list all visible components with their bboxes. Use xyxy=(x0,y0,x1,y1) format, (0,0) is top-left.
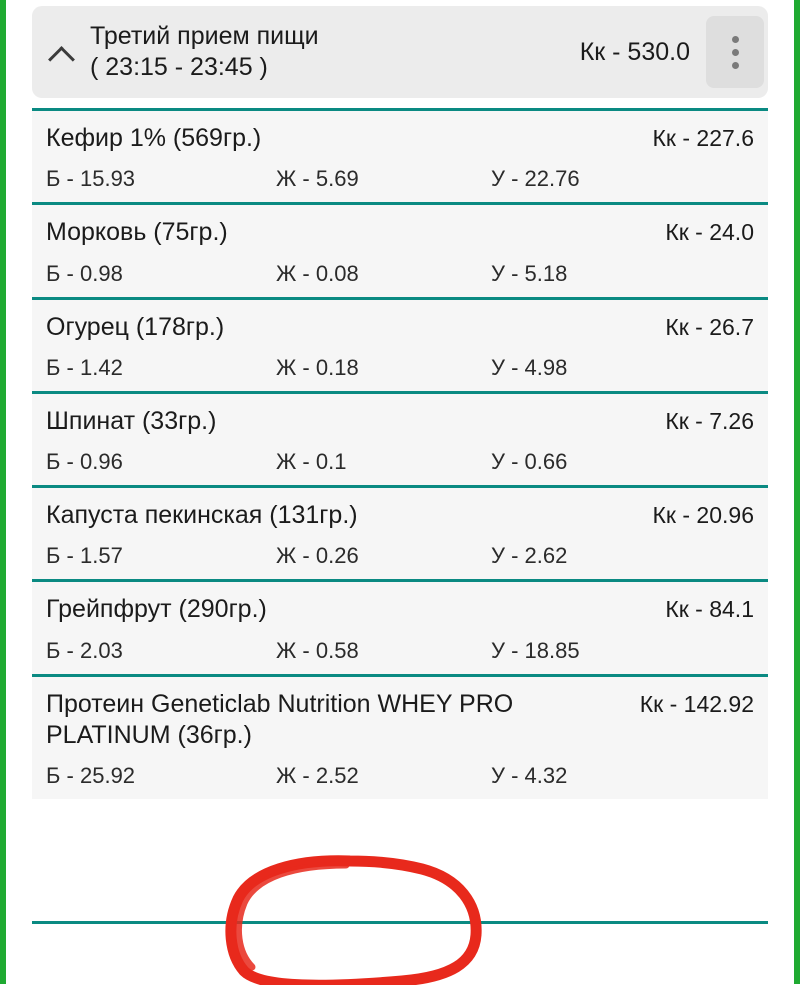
food-list xyxy=(6,108,794,921)
meal-title-block xyxy=(82,21,580,84)
macro-carbs: У - 4.98 xyxy=(491,354,568,380)
food-kcal: Кк - 26.7 xyxy=(665,313,754,340)
macro-carbs: У - 18.85 xyxy=(491,637,580,663)
macro-protein: Б - 1.42 xyxy=(46,354,123,380)
food-macros xyxy=(46,261,754,287)
macro-fat: Ж - 0.18 xyxy=(276,354,359,380)
macro-fat: Ж - 5.69 xyxy=(276,166,359,192)
food-name: Кефир 1% (569гр.) xyxy=(46,124,262,152)
macro-protein: Б - 0.96 xyxy=(46,449,123,474)
food-macros xyxy=(46,166,754,192)
bottom-spacer xyxy=(6,924,794,984)
meal-title: Третий прием пищи xyxy=(90,21,319,50)
food-kcal: Кк - 24.0 xyxy=(665,219,754,246)
kebab-menu-icon[interactable] xyxy=(706,16,764,88)
food-kcal: Кк - 142.92 xyxy=(639,690,754,717)
food-kcal: Кк - 227.6 xyxy=(652,125,754,151)
macro-protein: Б - 25.92 xyxy=(46,763,136,788)
food-name: Протеин Geneticlab Nutrition WHEY PRO PLATINUM (36гр.) xyxy=(46,689,514,749)
macro-fat: Ж - 0.26 xyxy=(276,543,359,569)
macro-carbs: У - 4.32 xyxy=(491,763,568,788)
food-name: Шпинат (33гр.) xyxy=(46,406,217,435)
food-kcal: Кк - 20.96 xyxy=(652,502,754,528)
macro-carbs: У - 0.66 xyxy=(491,449,568,474)
meal-kcal-total: Кк - 530.0 xyxy=(579,37,690,66)
kebab-dot xyxy=(732,49,739,56)
food-macros xyxy=(46,449,754,475)
macro-fat: Ж - 0.08 xyxy=(276,260,359,286)
food-name: Грейпфрут (290гр.) xyxy=(46,595,267,624)
macro-fat: Ж - 2.52 xyxy=(276,763,359,788)
meal-header[interactable] xyxy=(32,6,768,98)
food-row[interactable] xyxy=(32,205,768,296)
macro-carbs: У - 5.18 xyxy=(491,260,568,286)
food-name: Морковь (75гр.) xyxy=(46,218,228,247)
app-screen xyxy=(6,0,794,984)
macro-carbs: У - 2.62 xyxy=(491,543,568,569)
food-name: Огурец (178гр.) xyxy=(46,312,225,341)
macro-protein: Б - 2.03 xyxy=(46,637,123,663)
food-name: Капуста пекинская (131гр.) xyxy=(46,501,358,529)
food-macros xyxy=(46,543,754,569)
macro-protein: Б - 1.57 xyxy=(46,543,123,569)
food-row[interactable] xyxy=(32,488,768,579)
food-macros xyxy=(46,355,754,381)
macro-fat: Ж - 0.58 xyxy=(276,637,359,663)
chevron-up-icon[interactable] xyxy=(46,34,82,70)
food-kcal: Кк - 84.1 xyxy=(665,596,754,623)
food-row[interactable] xyxy=(32,582,768,673)
macro-protein: Б - 0.98 xyxy=(46,260,123,286)
food-row[interactable] xyxy=(32,677,768,800)
kebab-dot xyxy=(732,36,739,43)
food-row[interactable] xyxy=(32,394,768,485)
page-edge-left xyxy=(0,0,6,984)
kebab-dot xyxy=(732,62,739,69)
food-macros xyxy=(46,763,754,789)
macro-protein: Б - 15.93 xyxy=(46,166,136,192)
food-kcal: Кк - 7.26 xyxy=(665,407,754,434)
macro-fat: Ж - 0.1 xyxy=(276,449,347,474)
page-edge-right xyxy=(794,0,800,984)
food-macros xyxy=(46,638,754,664)
macro-carbs: У - 22.76 xyxy=(491,166,580,192)
meal-time: ( 23:15 - 23:45 ) xyxy=(90,53,268,81)
food-row[interactable] xyxy=(32,300,768,391)
food-row[interactable] xyxy=(32,111,768,202)
